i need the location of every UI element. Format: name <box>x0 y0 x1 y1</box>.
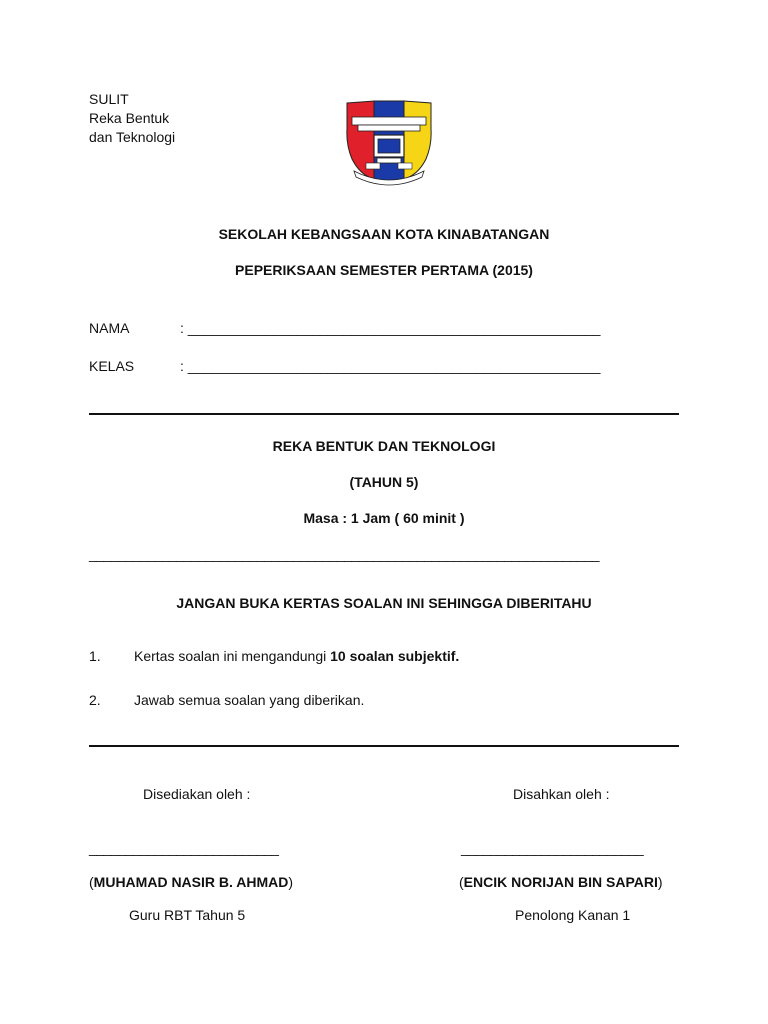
subject-line-1: Reka Bentuk <box>89 110 170 126</box>
verified-by-title: Penolong Kanan 1 <box>515 907 631 923</box>
exam-name: PEPERIKSAAN SEMESTER PERTAMA (2015) <box>235 262 533 278</box>
verified-by-label: Disahkan oleh : <box>513 786 610 802</box>
paper-year: (TAHUN 5) <box>349 474 419 490</box>
name-label: NAMA <box>89 320 130 336</box>
school-name: SEKOLAH KEBANGSAAN KOTA KINABATANGAN <box>218 226 550 242</box>
instruction-text: Jawab semua soalan yang diberikan. <box>134 692 365 708</box>
divider-line <box>89 413 679 415</box>
subject-line-2: dan Teknologi <box>89 129 176 145</box>
underscore-divider: ______________________________________________________________________ <box>89 546 600 562</box>
prepared-by-label: Disediakan oleh : <box>143 786 251 802</box>
warning-text: JANGAN BUKA KERTAS SOALAN INI SEHINGGA DIBERITAHU <box>176 595 592 611</box>
class-label: KELAS <box>89 358 135 374</box>
document-header-left <box>89 90 175 147</box>
instruction-number: 1. <box>89 648 101 664</box>
name-field: : _____________________________________________________ <box>180 320 601 336</box>
instruction-text: Kertas soalan ini mengandungi 10 soalan subjektif. <box>134 648 460 664</box>
prepared-signature-line: __________________________ <box>89 840 279 856</box>
prepared-by-name: (MUHAMAD NASIR B. AHMAD) <box>89 874 294 890</box>
paper-subject: REKA BENTUK DAN TEKNOLOGI <box>272 438 496 454</box>
divider-line <box>89 745 679 747</box>
verified-signature-line: _________________________ <box>461 840 644 856</box>
paper-duration: Masa : 1 Jam ( 60 minit ) <box>303 510 465 526</box>
verified-by-name: (ENCIK NORIJAN BIN SAPARI) <box>459 874 663 890</box>
school-crest-icon <box>344 99 434 189</box>
prepared-by-title: Guru RBT Tahun 5 <box>129 907 246 923</box>
class-field: : _____________________________________________________ <box>180 358 601 374</box>
classification-label: SULIT <box>89 91 129 107</box>
instruction-number: 2. <box>89 692 101 708</box>
